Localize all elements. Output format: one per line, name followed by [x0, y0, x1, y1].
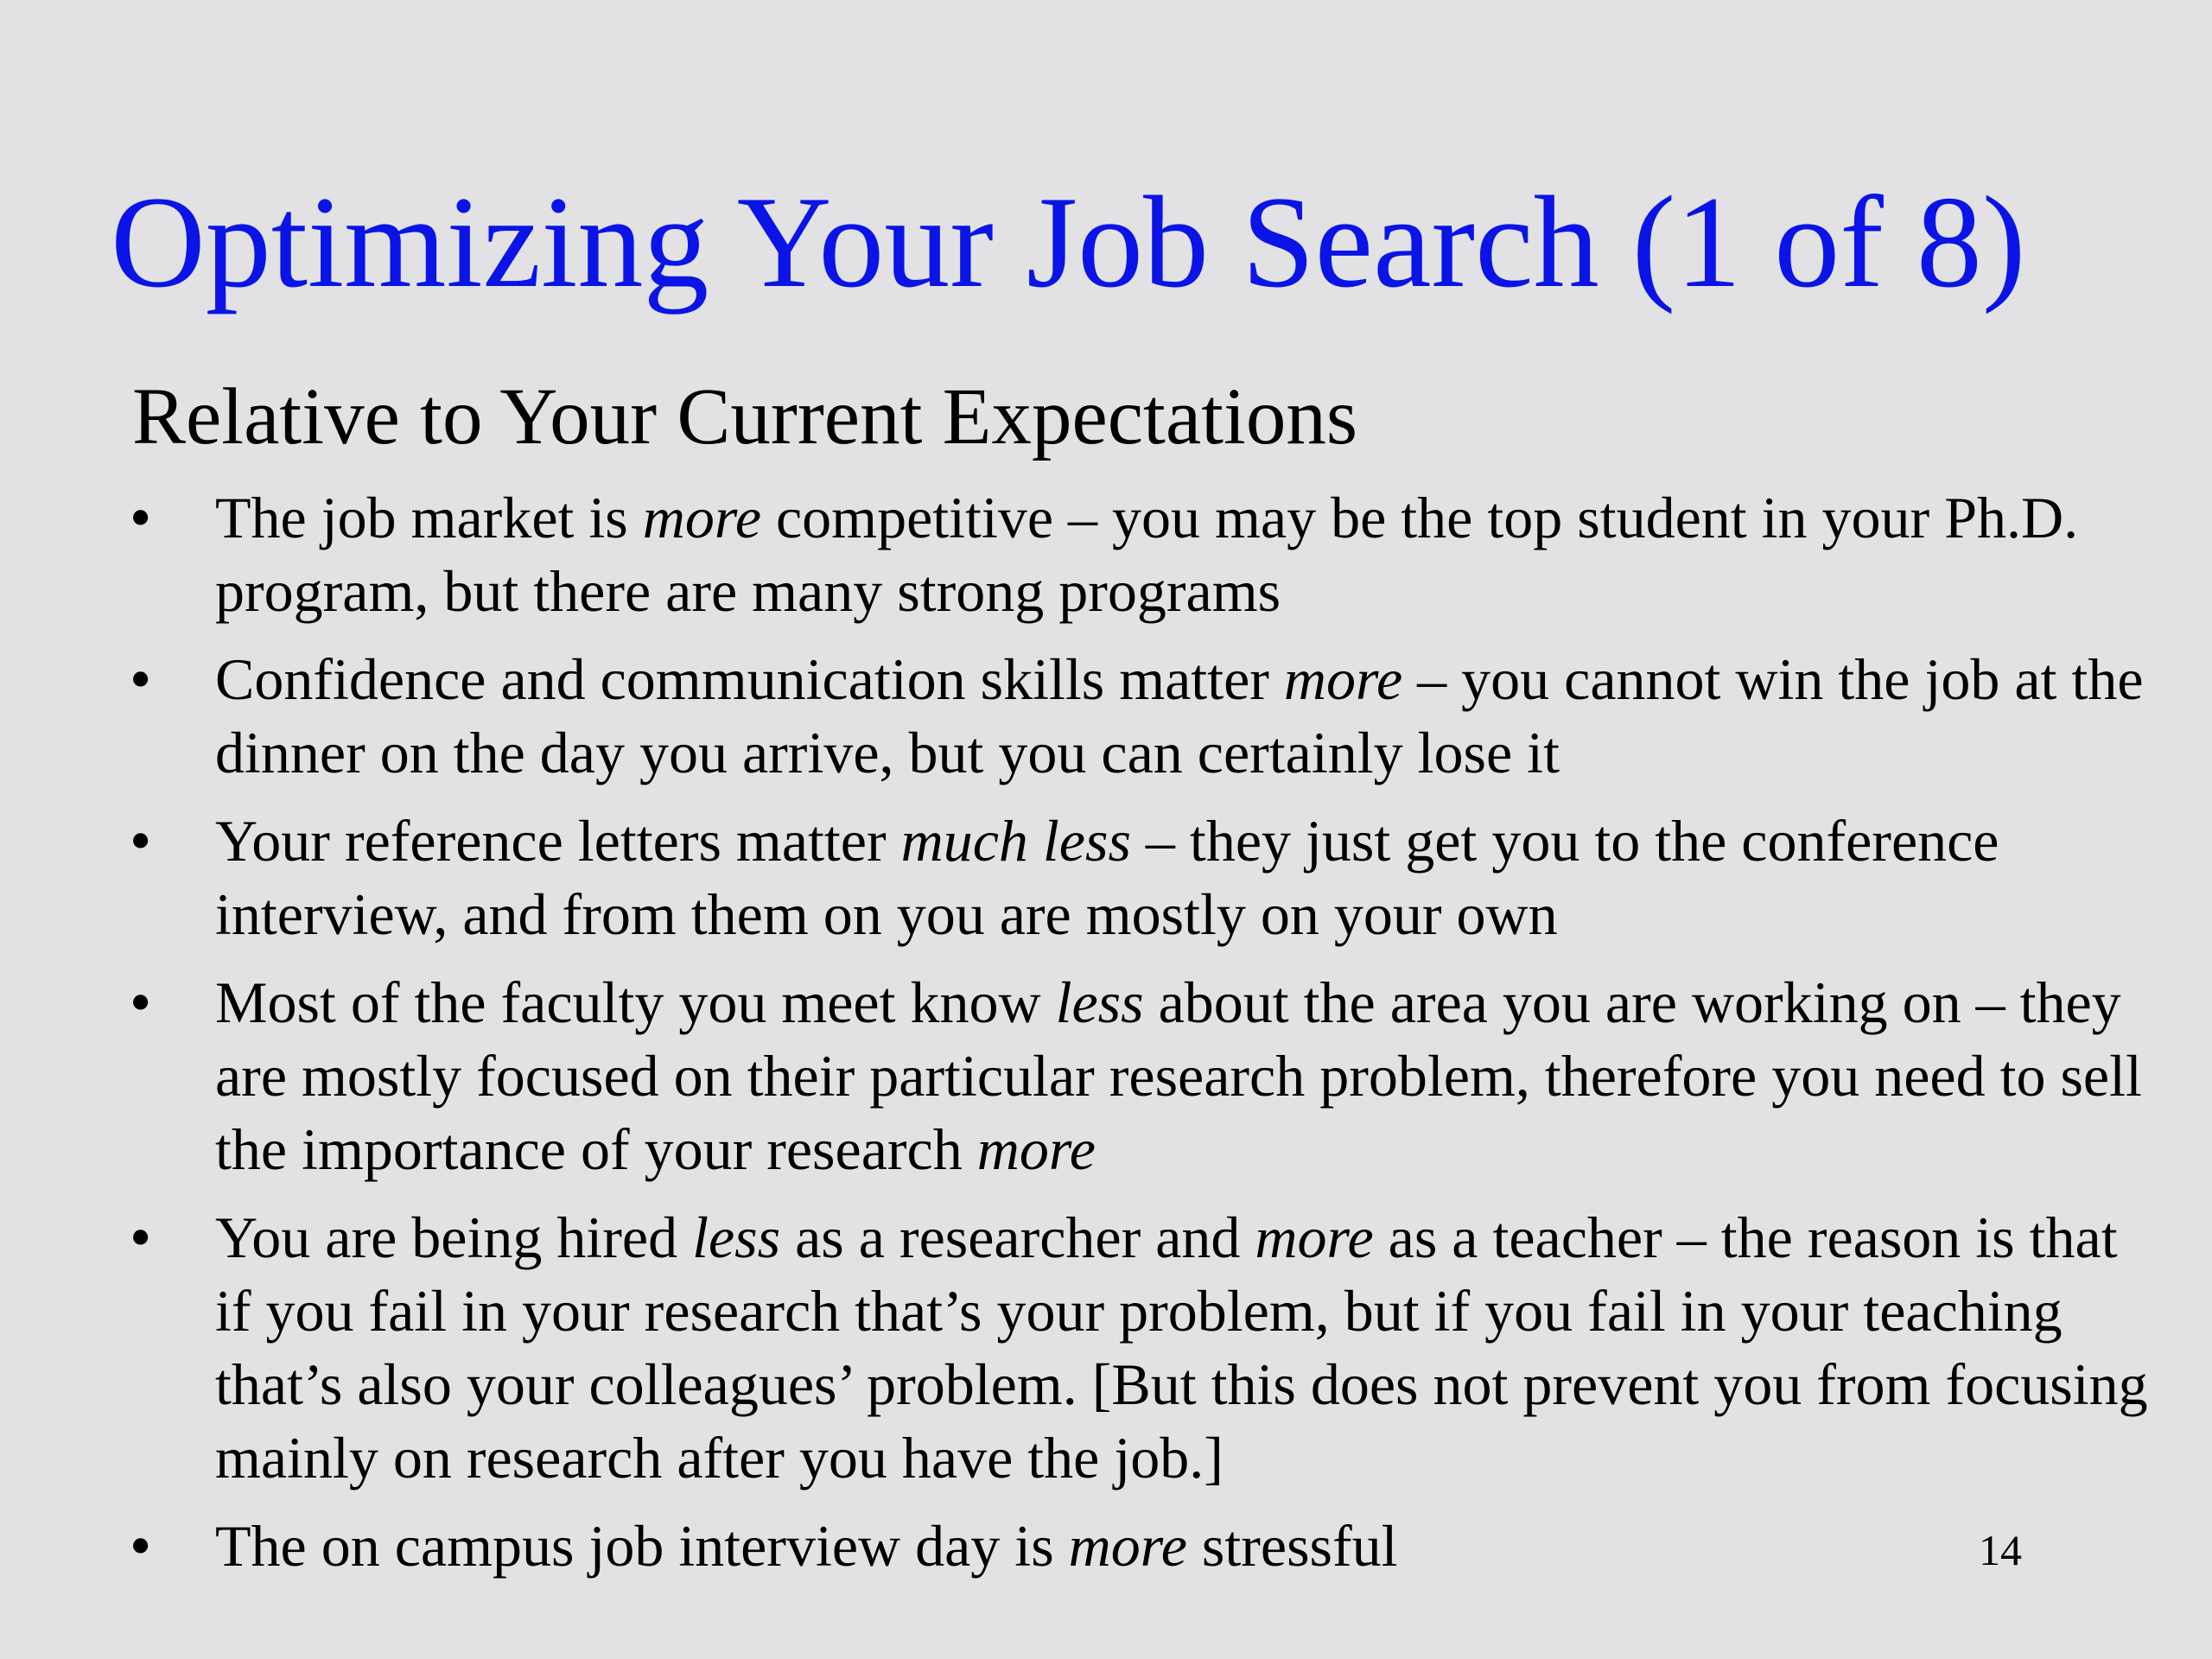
slide-subtitle: Relative to Your Current Expectations [132, 372, 1358, 461]
bullet-text [215, 1510, 2151, 1583]
bullet-text [215, 966, 2151, 1186]
bullet-item [0, 1201, 2151, 1495]
bullet-text-segment: stressful [1186, 1513, 1398, 1579]
bullet-text-segment: Your reference letters matter [215, 808, 901, 874]
bullet-item [0, 804, 2151, 951]
emphasis-text: more [1283, 646, 1403, 712]
bullet-text-segment: – you cannot win the job at the dinner on the day you arrive, but you can certainly lose it [215, 646, 2144, 785]
page-number: 14 [1979, 1526, 2022, 1574]
bullet-marker: • [130, 806, 152, 875]
bullet-list [0, 481, 2212, 1598]
bullet-text-segment: The job market is [215, 485, 643, 550]
emphasis-text: less [1055, 969, 1144, 1035]
bullet-item [0, 481, 2151, 628]
bullet-text-segment: as a researcher and [780, 1205, 1255, 1270]
bullet-text-segment: competitive – you may be the top student in your Ph.D. program, but there are many strong programs [215, 485, 2079, 624]
emphasis-text: less [692, 1205, 781, 1270]
bullet-marker: • [130, 1203, 152, 1272]
bullet-text [215, 1201, 2151, 1495]
bullet-text-segment: as a teacher – the reason is that if you fail in your research that’s your problem, but if you fail in your teaching that’s also your colleagues’ problem. [But this does not prevent you from focusing mainly on research after you have the job.] [215, 1205, 2148, 1491]
emphasis-text: more [642, 485, 761, 550]
bullet-marker: • [130, 483, 152, 552]
emphasis-text: more [976, 1116, 1096, 1182]
bullet-text [215, 481, 2151, 628]
bullet-text-segment: about the area you are working on – they are mostly focused on their particular research problem, therefore you need to sell the importance of your research [215, 969, 2142, 1182]
emphasis-text: more [1255, 1205, 1374, 1270]
slide-title: Optimizing Your Job Search (1 of 8) [111, 169, 2026, 315]
emphasis-text: much less [900, 808, 1131, 874]
bullet-item [0, 1510, 2151, 1583]
bullet-text [215, 804, 2151, 951]
bullet-text-segment: The on campus job interview day is [215, 1513, 1069, 1579]
bullet-item [0, 966, 2151, 1186]
bullet-text [215, 643, 2151, 790]
emphasis-text: more [1068, 1513, 1187, 1579]
bullet-item [0, 643, 2151, 790]
bullet-marker: • [130, 968, 152, 1037]
bullet-marker: • [130, 1511, 152, 1580]
bullet-text-segment: – they just get you to the conference interview, and from them on you are mostly on your own [215, 808, 1999, 947]
bullet-text-segment: Confidence and communication skills matter [215, 646, 1284, 712]
bullet-text-segment: You are being hired [215, 1205, 693, 1270]
bullet-marker: • [130, 645, 152, 714]
bullet-text-segment: Most of the faculty you meet know [215, 969, 1056, 1035]
